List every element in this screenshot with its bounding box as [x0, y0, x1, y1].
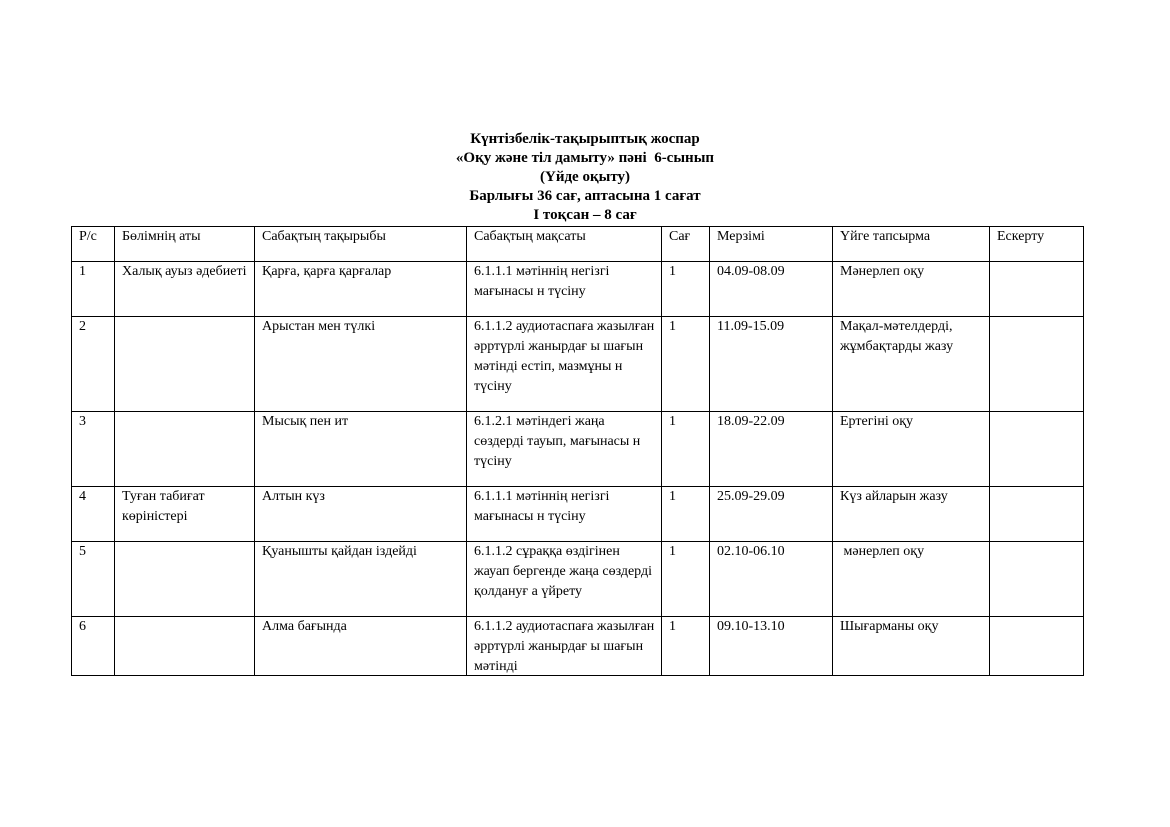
table-row	[72, 262, 1084, 317]
header-total-hours: Барлығы 36 сағ, аптасына 1 сағат	[469, 188, 701, 204]
cell-homework: Мақал-мәтелдерді, жұмбақтарды жазу	[833, 317, 990, 412]
cell-topic: Қарға, қарға қарғалар	[255, 262, 467, 317]
table-header-row	[72, 227, 1084, 262]
cell-note	[990, 317, 1084, 412]
cell-dates: 11.09-15.09	[710, 317, 833, 412]
cell-note	[990, 412, 1084, 487]
header-subject: «Оқу және тіл дамыту» пәні 6-сынып	[455, 150, 715, 166]
column-header: Сабақтың тақырыбы	[255, 227, 467, 262]
cell-section: Халық ауыз әдебиеті	[115, 262, 255, 317]
cell-number: 3	[72, 412, 115, 487]
cell-goal: 6.1.1.2 сұраққа өздігінен жауап бергенде жаңа сөздерді қолдануғ а үйрету	[467, 542, 662, 617]
cell-section: Туған табиғат көріністері	[115, 487, 255, 542]
cell-note	[990, 617, 1084, 676]
cell-goal: 6.1.1.2 аудиотаспаға жазылған әрртүрлі жанырдағ ы шағын мәтінді естіп, мазмұны н түсіну	[467, 317, 662, 412]
cell-number: 5	[72, 542, 115, 617]
cell-goal: 6.1.1.2 аудиотаспаға жазылған әрртүрлі жанырдағ ы шағын мәтінді	[474, 619, 655, 674]
cell-dates: 18.09-22.09	[710, 412, 833, 487]
cell-topic: Алма бағында	[255, 617, 467, 676]
cell-dates: 04.09-08.09	[710, 262, 833, 317]
cell-dates: 25.09-29.09	[710, 487, 833, 542]
table-row	[72, 487, 1084, 542]
cell-dates: 09.10-13.10	[710, 617, 833, 676]
cell-hours: 1	[662, 617, 710, 676]
header-title: Күнтізбелік-тақырыптық жоспар	[470, 131, 700, 147]
cell-homework: Күз айларын жазу	[833, 487, 990, 542]
cell-homework: мәнерлеп оқу	[833, 542, 990, 617]
cell-section	[115, 317, 255, 412]
column-header: Мерзімі	[710, 227, 833, 262]
table-row	[72, 412, 1084, 487]
cell-hours: 1	[662, 542, 710, 617]
cell-hours: 1	[662, 317, 710, 412]
cell-section	[115, 617, 255, 676]
cell-goal: 6.1.2.1 мәтіндегі жаңа сөздерді тауып, мағынасы н түсіну	[467, 412, 662, 487]
header-quarter: I тоқсан – 8 сағ	[533, 207, 637, 223]
calendar-plan-table	[71, 226, 1084, 676]
column-header: Сағ	[662, 227, 710, 262]
cell-hours: 1	[662, 487, 710, 542]
cell-goal: 6.1.1.1 мәтіннің негізгі мағынасы н түсіну	[467, 262, 662, 317]
cell-topic: Арыстан мен түлкі	[255, 317, 467, 412]
column-header: Бөлімнің аты	[115, 227, 255, 262]
cell-section	[115, 542, 255, 617]
cell-note	[990, 262, 1084, 317]
cell-homework: Ертегіні оқу	[833, 412, 990, 487]
table-row	[72, 317, 1084, 412]
cell-topic: Қуанышты қайдан іздейді	[255, 542, 467, 617]
cell-note	[990, 487, 1084, 542]
cell-number: 4	[72, 487, 115, 542]
cell-homework: Шығарманы оқу	[833, 617, 990, 676]
cell-homework: Мәнерлеп оқу	[833, 262, 990, 317]
cell-number: 2	[72, 317, 115, 412]
column-header: Сабақтың мақсаты	[467, 227, 662, 262]
cell-goal: 6.1.1.1 мәтіннің негізгі мағынасы н түсіну	[467, 487, 662, 542]
cell-note	[990, 542, 1084, 617]
header-mode: (Үйде оқыту)	[540, 169, 630, 185]
document-header	[0, 130, 1170, 225]
column-header: Үйге тапсырма	[833, 227, 990, 262]
cell-topic: Мысық пен ит	[255, 412, 467, 487]
cell-number: 6	[72, 617, 115, 676]
column-header: Р/с	[72, 227, 115, 262]
cell-dates: 02.10-06.10	[710, 542, 833, 617]
cell-hours: 1	[662, 262, 710, 317]
table-row	[72, 617, 1084, 676]
cell-number: 1	[72, 262, 115, 317]
column-header: Ескерту	[990, 227, 1084, 262]
cell-topic: Алтын күз	[255, 487, 467, 542]
cell-section	[115, 412, 255, 487]
table-row	[72, 542, 1084, 617]
cell-goal-wrapper	[467, 617, 662, 676]
cell-hours: 1	[662, 412, 710, 487]
